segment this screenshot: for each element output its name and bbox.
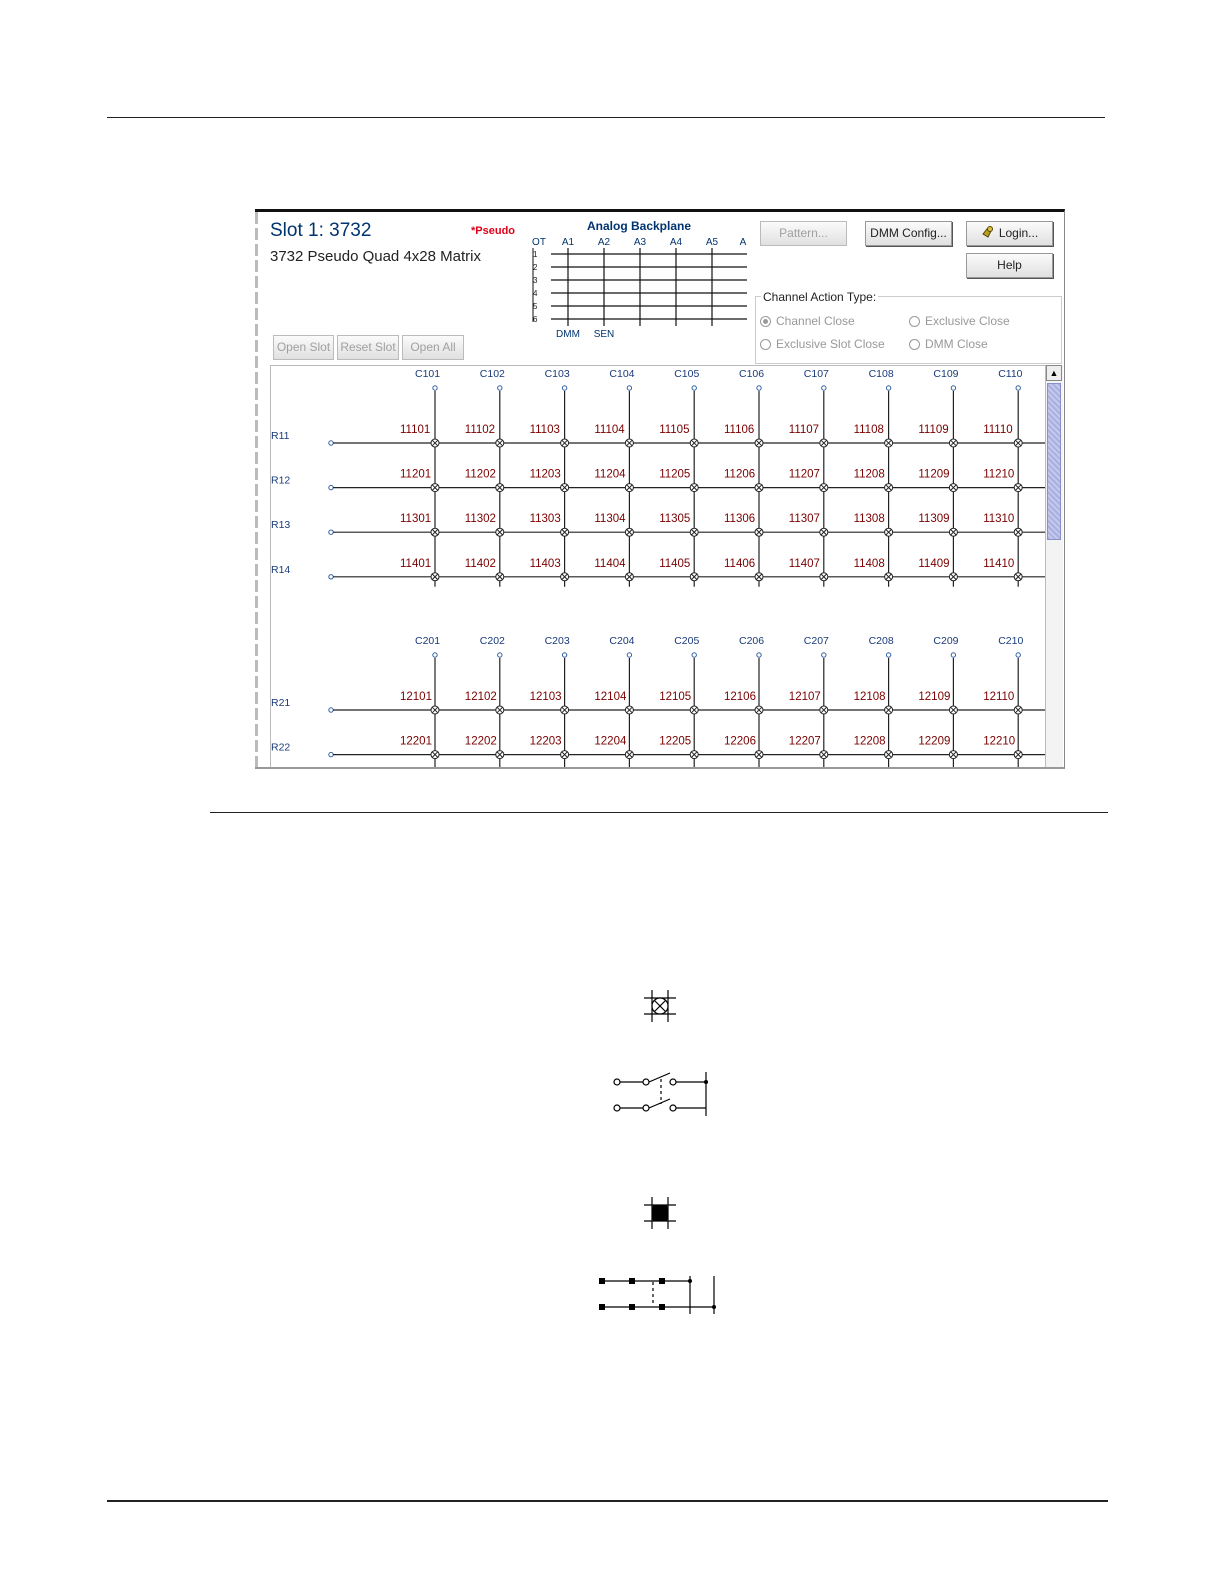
channel-label: 11308 (853, 513, 885, 526)
channel-label: 12109 (918, 691, 951, 703)
channel-label: 11402 (464, 557, 496, 570)
column-terminal (498, 653, 502, 657)
channel-label: 11202 (464, 468, 496, 481)
backplane-bottom-label: SEN (593, 329, 615, 340)
channel-label: 11408 (853, 557, 885, 570)
row-label: R13 (271, 519, 291, 532)
backplane-row-label: 4 (533, 289, 538, 298)
pseudo-tag: *Pseudo (471, 225, 516, 237)
row-terminal (329, 575, 333, 579)
column-terminal (498, 386, 502, 390)
row-terminal (329, 752, 333, 756)
channel-label: 12207 (788, 735, 821, 748)
channel-label: 11407 (788, 557, 820, 570)
closed-switch-schematic-icon (596, 1274, 720, 1316)
channel-label: 11401 (400, 557, 432, 570)
backplane-col-label: A2 (597, 237, 611, 248)
channel-label: 11107 (788, 424, 820, 436)
pattern-button[interactable]: Pattern... (760, 221, 847, 246)
row-label: R12 (271, 474, 291, 487)
slot-title: Slot 1: 3732 (270, 220, 372, 241)
channel-label: 11306 (724, 513, 756, 526)
channel-label: 11204 (594, 468, 626, 481)
row-terminal (329, 708, 333, 712)
channel-label: 11307 (788, 513, 820, 526)
row-terminal (329, 485, 333, 489)
open-crosspoint-symbol-icon (640, 988, 680, 1024)
column-label: C206 (739, 635, 765, 647)
backplane-bottom-label: DMM (556, 329, 580, 340)
channel-label: 11102 (464, 424, 496, 436)
channel-label: 12210 (983, 735, 1016, 748)
channel-label: 12110 (983, 691, 1015, 703)
channel-label: 11207 (788, 468, 820, 481)
backplane-col-label: A (739, 237, 747, 248)
scroll-thumb[interactable] (1047, 383, 1061, 540)
channel-label: 11404 (594, 557, 626, 570)
column-label: C106 (739, 368, 765, 380)
channel-label: 11303 (529, 513, 561, 526)
column-label: C207 (803, 635, 829, 647)
channel-label: 12202 (464, 735, 497, 748)
row-label: R22 (271, 741, 291, 754)
column-label: C103 (544, 368, 570, 380)
backplane-col-label: A4 (669, 237, 683, 248)
channel-label: 11410 (983, 557, 1015, 570)
row-label: R14 (271, 563, 291, 576)
backplane-col-label: OT (532, 237, 546, 248)
channel-label: 12208 (853, 735, 886, 748)
channel-label: 12102 (464, 691, 497, 703)
column-label: C110 (998, 368, 1023, 380)
bottom-rule (107, 1500, 1108, 1502)
column-label: C109 (933, 368, 959, 380)
scroll-up-arrow-icon[interactable]: ▲ (1046, 365, 1062, 381)
matrix-scrollbar[interactable] (1045, 365, 1063, 768)
column-terminal (951, 386, 955, 390)
column-terminal (692, 653, 696, 657)
column-label: C205 (674, 635, 700, 647)
channel-label: 11309 (918, 513, 950, 526)
channel-label: 11305 (659, 513, 691, 526)
channel-label: 11406 (724, 557, 756, 570)
row-terminal (329, 530, 333, 534)
channel-label: 12209 (918, 735, 951, 748)
column-label: C209 (933, 635, 959, 647)
column-terminal (433, 653, 437, 657)
channel-label: 12103 (529, 691, 562, 703)
channel-label: 12105 (659, 691, 692, 703)
backplane-row-label: 3 (533, 276, 538, 285)
column-label: C201 (415, 635, 441, 647)
column-terminal (562, 386, 566, 390)
slot-subtitle: 3732 Pseudo Quad 4x28 Matrix (270, 248, 481, 265)
channel-label: 12206 (724, 735, 756, 748)
backplane-title: Analog Backplane (586, 219, 692, 233)
channel-label: 11203 (529, 468, 561, 481)
channel-label: 11302 (464, 513, 496, 526)
column-label: C108 (868, 368, 894, 380)
channel-label: 12107 (788, 691, 821, 703)
channel-label: 11105 (659, 424, 690, 436)
channel-label: 11201 (400, 468, 432, 481)
channel-label: 12108 (853, 691, 886, 703)
column-label: C107 (803, 368, 829, 380)
middle-rule (210, 812, 1108, 813)
channel-label: 12201 (400, 735, 432, 748)
channel-label: 11101 (400, 424, 431, 436)
radio-label: Channel Close (776, 314, 855, 328)
channel-label: 11210 (983, 468, 1015, 481)
channel-label: 11109 (918, 424, 949, 436)
column-terminal (692, 386, 696, 390)
column-terminal (757, 386, 761, 390)
channel-label: 11409 (918, 557, 950, 570)
channel-label: 11208 (853, 468, 885, 481)
column-label: C203 (544, 635, 570, 647)
help-button[interactable]: Help (966, 253, 1053, 278)
open-switch-schematic-icon (610, 1068, 715, 1120)
column-label: C202 (479, 635, 505, 647)
radio-label: Exclusive Slot Close (776, 337, 885, 351)
column-terminal (1016, 386, 1020, 390)
channel-label: 11108 (853, 424, 884, 436)
channel-label: 11403 (529, 557, 561, 570)
channel-label: 11106 (724, 424, 755, 436)
channel-label: 11206 (724, 468, 756, 481)
channel-action-legend: Channel Action Type: (763, 290, 877, 304)
column-terminal (627, 386, 631, 390)
backplane-row-label: 2 (533, 263, 538, 272)
channel-label: 11103 (529, 424, 560, 436)
row-label: R21 (271, 697, 291, 709)
column-label: C210 (998, 635, 1024, 647)
matrix-diagram (255, 212, 1065, 769)
column-label: C102 (479, 368, 505, 380)
channel-label: 11310 (983, 513, 1015, 526)
open-slot-button[interactable]: Open Slot (273, 335, 334, 360)
backplane-col-label: A3 (633, 237, 647, 248)
channel-label: 11301 (400, 513, 432, 526)
column-terminal (1016, 653, 1020, 657)
row-terminal (329, 441, 333, 445)
channel-label: 11205 (659, 468, 691, 481)
channel-label: 11104 (594, 424, 625, 436)
column-label: C104 (609, 368, 635, 380)
channel-label: 11304 (594, 513, 626, 526)
backplane-row-label: 6 (533, 315, 538, 324)
column-terminal (627, 653, 631, 657)
channel-label: 12204 (594, 735, 627, 748)
channel-label: 12101 (400, 691, 432, 703)
reset-slot-button[interactable]: Reset Slot (337, 335, 399, 360)
dmm-config-button[interactable]: DMM Config... (865, 221, 952, 246)
channel-label: 12205 (659, 735, 692, 748)
column-terminal (822, 653, 826, 657)
column-label: C101 (415, 368, 441, 380)
column-terminal (886, 653, 890, 657)
radio-label: DMM Close (925, 337, 988, 351)
column-label: C204 (609, 635, 635, 647)
channel-label: 11405 (659, 557, 691, 570)
channel-label: 12104 (594, 691, 627, 703)
channel-label: 12203 (529, 735, 562, 748)
column-terminal (562, 653, 566, 657)
open-all-button[interactable]: Open All (402, 335, 464, 360)
switch-card-panel (255, 209, 1065, 769)
column-terminal (951, 653, 955, 657)
closed-crosspoint-symbol-icon (640, 1195, 680, 1231)
column-terminal (433, 386, 437, 390)
login-label: Login... (998, 226, 1039, 240)
backplane-col-label: A1 (561, 237, 575, 248)
top-rule (107, 117, 1105, 118)
column-terminal (757, 653, 761, 657)
radio-label: Exclusive Close (925, 314, 1010, 328)
channel-label: 12106 (724, 691, 756, 703)
channel-label: 11110 (983, 424, 1013, 436)
channel-label: 11209 (918, 468, 950, 481)
backplane-col-label: A5 (705, 237, 719, 248)
backplane-row-label: 1 (533, 250, 538, 259)
column-terminal (822, 386, 826, 390)
column-label: C208 (868, 635, 894, 647)
row-label: R11 (271, 430, 290, 442)
column-label: C105 (674, 368, 700, 380)
column-terminal (886, 386, 890, 390)
backplane-row-label: 5 (533, 302, 538, 311)
